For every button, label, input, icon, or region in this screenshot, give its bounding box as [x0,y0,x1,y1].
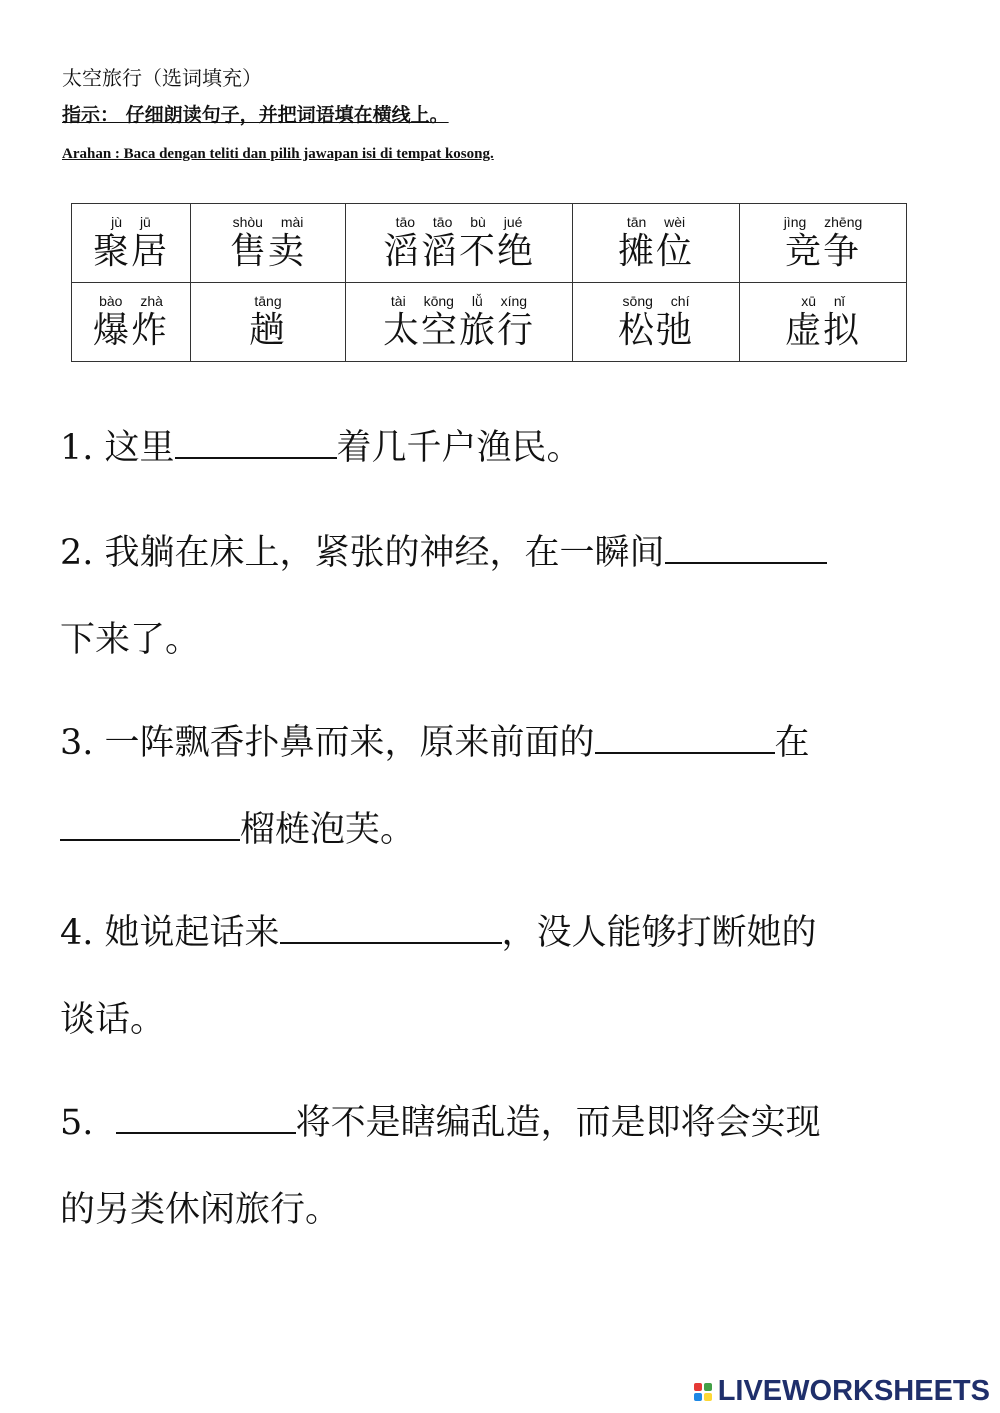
question-3 [60,715,810,765]
question-2 [60,525,827,575]
question-3-prefix: 3. 一阵飘香扑鼻而来，原来前面的 [60,723,595,763]
word: 售卖 [229,231,306,272]
question-3-line2: 榴梿泡芙。 [240,810,416,850]
logo-icon [694,1383,712,1401]
word: 虚拟 [784,310,861,351]
pinyin: xū nǐ [801,293,845,309]
pinyin: tān wèi [626,214,686,230]
answer-blank-4[interactable] [280,912,502,944]
answer-blank-5[interactable] [116,1102,296,1134]
question-3-mid: 在 [774,723,810,763]
question-5-prefix: 5. [60,1103,116,1143]
word: 聚居 [92,231,169,272]
worksheet-title: 太空旅行（选词填充） [62,66,262,90]
pinyin: tài kōng lǚ xíng [390,293,528,309]
question-3-line2-wrap [60,802,415,852]
answer-blank-3a[interactable] [595,722,775,754]
word-cell [72,283,191,362]
pinyin: tāng [254,293,282,309]
pinyin: bào zhà [99,293,163,309]
instruction-chinese: 指示： 仔细朗读句子，并把词语填在横线上。 [62,104,449,126]
word-bank-row [72,204,907,283]
word: 趟 [248,310,287,351]
question-1-prefix: 1. 这里 [60,428,175,468]
question-2-line2: 下来了。 [60,620,201,660]
pinyin: shòu mài [232,214,304,230]
word: 摊位 [617,231,694,272]
word-cell [740,204,907,283]
word: 太空旅行 [382,310,535,351]
answer-blank-1[interactable] [175,427,337,459]
question-4-line2: 谈话。 [60,1000,166,1040]
word: 滔滔不绝 [382,231,535,272]
word: 竞争 [784,231,861,272]
question-4-suffix: ，没人能够打断她的 [501,913,817,953]
question-5-suffix: 将不是瞎编乱造，而是即将会实现 [295,1103,821,1143]
pinyin: jìng zhēng [783,214,863,230]
answer-blank-3b[interactable] [60,809,240,841]
word-bank-table [71,203,907,362]
logo-text: LIVEWORKSHEETS [717,1375,990,1407]
word: 爆炸 [92,310,169,351]
question-1-suffix: 着几千户渔民。 [336,428,582,468]
question-5-line2: 的另类休闲旅行。 [60,1190,341,1230]
instruction-malay: Arahan : Baca dengan teliti dan pilih jawapan isi di tempat kosong. [62,146,494,162]
liveworksheets-logo [694,1375,990,1408]
word-cell [346,283,573,362]
pinyin: sōng chí [622,293,690,309]
word: 松弛 [617,310,694,351]
answer-blank-2[interactable] [665,532,827,564]
word-cell [740,283,907,362]
word-cell [191,283,346,362]
pinyin: tāo tāo bù jué [395,214,523,230]
question-4 [60,905,817,955]
question-4-prefix: 4. 她说起话来 [60,913,280,953]
question-5 [60,1095,821,1145]
pinyin: jù jū [111,214,151,230]
word-cell [346,204,573,283]
word-cell [573,283,740,362]
word-cell [72,204,191,283]
question-1 [60,420,582,470]
word-cell [191,204,346,283]
word-cell [573,204,740,283]
question-2-prefix: 2. 我躺在床上，紧张的神经，在一瞬间 [60,533,665,573]
word-bank-row [72,283,907,362]
